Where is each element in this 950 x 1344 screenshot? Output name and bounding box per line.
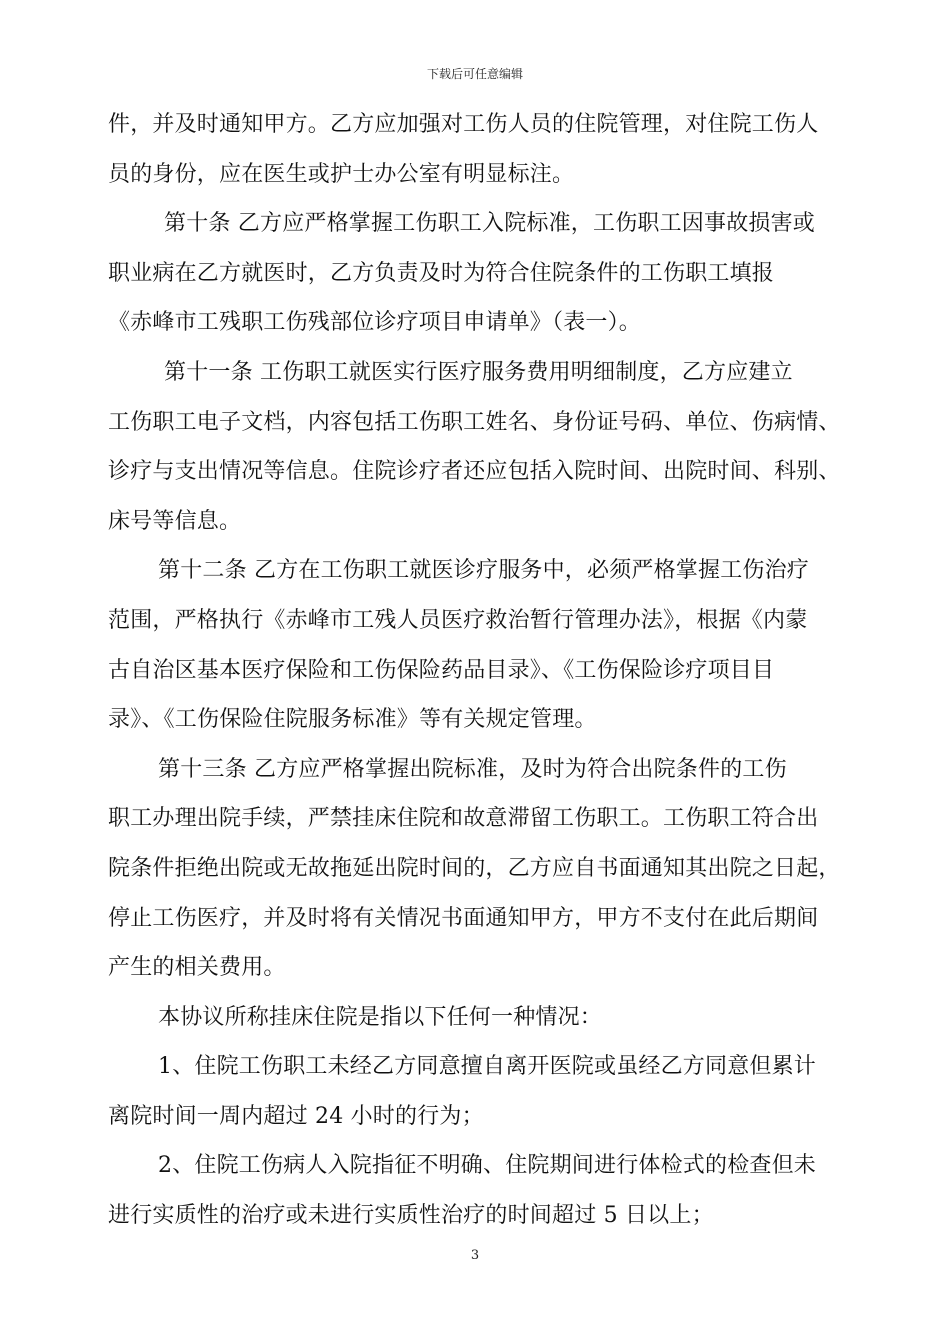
text-line: 产生的相关费用。 <box>108 955 286 981</box>
text-line: 院条件拒绝出院或无故拖延出院时间的，乙方应自书面通知其出院之日起， <box>108 855 841 881</box>
page-number: 3 <box>470 1248 480 1263</box>
text-line: 范围，严格执行《赤峰市工残人员医疗救治暂行管理办法》，根据《内蒙 <box>108 607 808 633</box>
text-line: 2、住院工伤病人入院指征不明确、住院期间进行体检式的检查但未 <box>158 1153 816 1179</box>
text-line: 本协议所称挂床住院是指以下任何一种情况： <box>158 1004 603 1030</box>
text-line: 离院时间一周内超过 24 小时的行为； <box>108 1103 484 1129</box>
text-line: 录》、《工伤保险住院服务标准》等有关规定管理。 <box>108 707 597 733</box>
text-line: 第十一条 工伤职工就医实行医疗服务费用明细制度，乙方应建立 <box>164 359 793 385</box>
text-line: 停止工伤医疗，并及时将有关情况书面通知甲方，甲方不支付在此后期间 <box>108 905 819 931</box>
text-line: 第十三条 乙方应严格掌握出院标准，及时为符合出院条件的工伤 <box>158 756 787 782</box>
text-line: 第十二条 乙方在工伤职工就医诊疗服务中，必须严格掌握工伤治疗 <box>158 558 809 584</box>
text-line: 工伤职工电子文档，内容包括工伤职工姓名、身份证号码、单位、伤病情、 <box>108 409 841 435</box>
text-line: 诊疗与支出情况等信息。住院诊疗者还应包括入院时间、出院时间、科别、 <box>108 459 841 485</box>
text-line: 1、住院工伤职工未经乙方同意擅自离开医院或虽经乙方同意但累计 <box>158 1054 816 1080</box>
text-line: 职业病在乙方就医时，乙方负责及时为符合住院条件的工伤职工填报 <box>108 260 775 286</box>
text-line: 古自治区基本医疗保险和工伤保险药品目录》、《工伤保险诊疗项目目 <box>108 657 775 683</box>
text-line: 《赤峰市工残职工伤残部位诊疗项目申请单》（表一）。 <box>108 310 642 336</box>
text-line: 进行实质性的治疗或未进行实质性治疗的时间超过 5 日以上； <box>108 1203 714 1229</box>
text-line: 床号等信息。 <box>108 508 242 534</box>
text-line: 件，并及时通知甲方。乙方应加强对工伤人员的住院管理，对住院工伤人 <box>108 112 819 137</box>
text-line: 第十条 乙方应严格掌握工伤职工入院标准，工伤职工因事故损害或 <box>164 211 815 237</box>
page-header-note: 下载后可任意编辑 <box>426 67 523 81</box>
document-body <box>108 100 858 1241</box>
text-line: 员的身份，应在医生或护士办公室有明显标注。 <box>108 161 575 187</box>
text-line: 职工办理出院手续，严禁挂床住院和故意滞留工伤职工。工伤职工符合出 <box>108 806 819 832</box>
